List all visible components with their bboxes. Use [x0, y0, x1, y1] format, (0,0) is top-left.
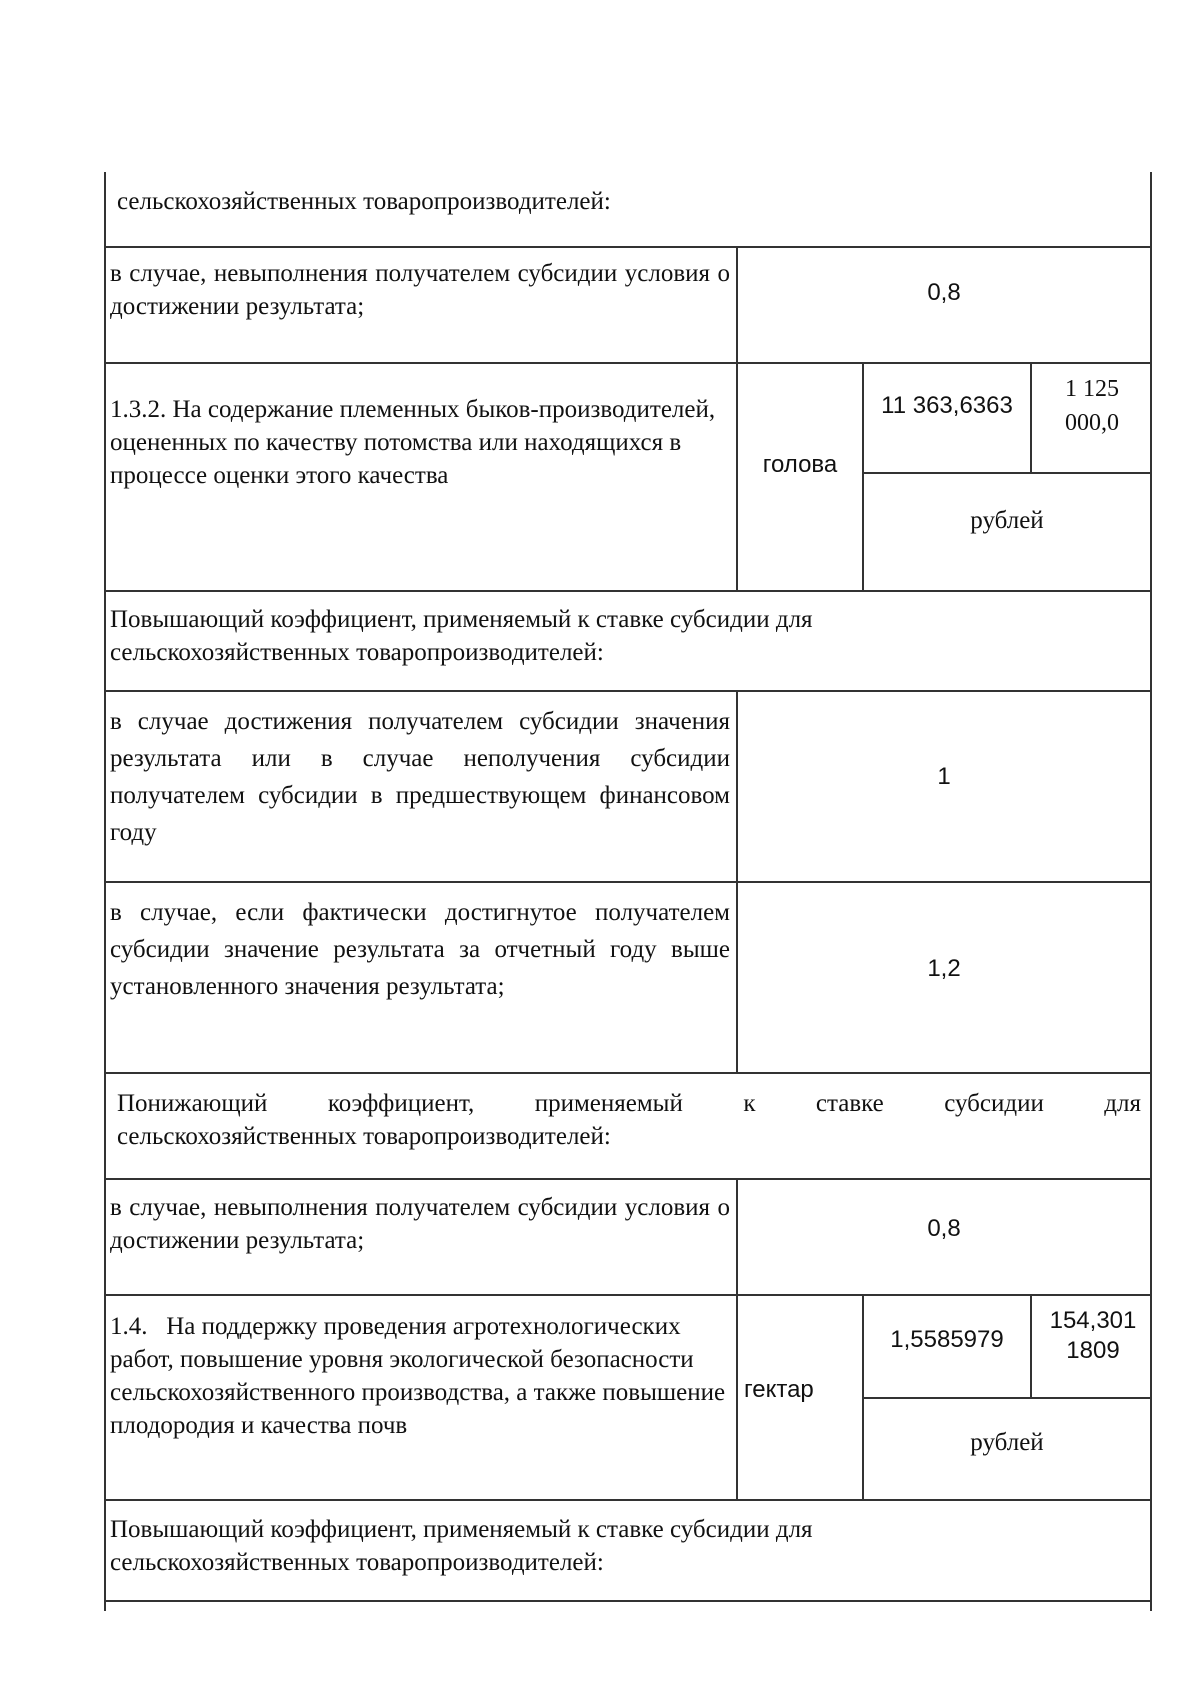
row-divider	[104, 1178, 1152, 1180]
coefficient-value: 1,2	[927, 955, 961, 982]
table-border-bottom	[104, 1600, 1152, 1602]
currency-label: рублей	[970, 506, 1044, 534]
rate-value: 11 363,6363	[881, 392, 1013, 419]
row-text: Понижающий коэффициент, применяемый к ставке субсидии для	[117, 1090, 1141, 1117]
row-divider	[104, 690, 1152, 692]
row-text: сельскохозяйственных товаропроизводителей:	[117, 1123, 611, 1150]
row-divider	[104, 246, 1152, 248]
currency-label: рублей	[970, 1428, 1044, 1456]
unit-label: гектар	[744, 1376, 814, 1403]
table-border-right	[1150, 172, 1152, 1611]
rate-value: 1,5585979	[890, 1326, 1004, 1353]
row-divider	[104, 1499, 1152, 1501]
row-text: в случае, невыполнения получателем субсидии условия о достижении результата;	[110, 1194, 730, 1254]
row-text: 1.4. На поддержку проведения агротехнологических работ, повышение уровня экологической безопасности сельскохозяйственного производства, а также повышение плодородия и качества почв	[110, 1313, 732, 1439]
table-border-left	[104, 172, 106, 1611]
row-divider	[104, 1072, 1152, 1074]
row-text: в случае достижения получателем субсидии значения результата или в случае неполучения субсидии получателем субсидии в предшествующем финансовом году	[110, 708, 730, 846]
row-divider	[104, 362, 1152, 364]
row-divider	[104, 881, 1152, 883]
row-text: 1.3.2. На содержание племенных быков-производителей, оцененных по качеству потомства или находящихся в процессе оценки этого качества	[110, 396, 716, 489]
row-text: Повышающий коэффициент, применяемый к ставке субсидии для сельскохозяйственных товаропроизводителей:	[110, 606, 813, 666]
row-divider	[862, 1397, 1152, 1399]
column-divider	[1030, 1294, 1032, 1398]
coefficient-value: 0,8	[927, 279, 961, 306]
column-divider	[1030, 362, 1032, 473]
coefficient-value: 0,8	[927, 1215, 961, 1242]
row-divider	[862, 472, 1152, 474]
row-text: в случае, если фактически достигнутое получателем субсидии значение результата за отчетный году выше установленного значения результата;	[110, 899, 730, 1000]
coefficient-value: 1	[937, 763, 951, 790]
row-text: сельскохозяйственных товаропроизводителей:	[117, 188, 611, 215]
row-divider	[104, 1294, 1152, 1296]
row-text: в случае, невыполнения получателем субсидии условия о достижении результата;	[110, 260, 730, 320]
row-text: Повышающий коэффициент, применяемый к ставке субсидии для сельскохозяйственных товаропроизводителей:	[110, 1516, 813, 1576]
total-value: 154,301 1809	[1049, 1307, 1137, 1364]
row-divider	[104, 590, 1152, 592]
unit-label: голова	[762, 451, 838, 478]
total-value: 1 125 000,0	[1065, 376, 1119, 436]
